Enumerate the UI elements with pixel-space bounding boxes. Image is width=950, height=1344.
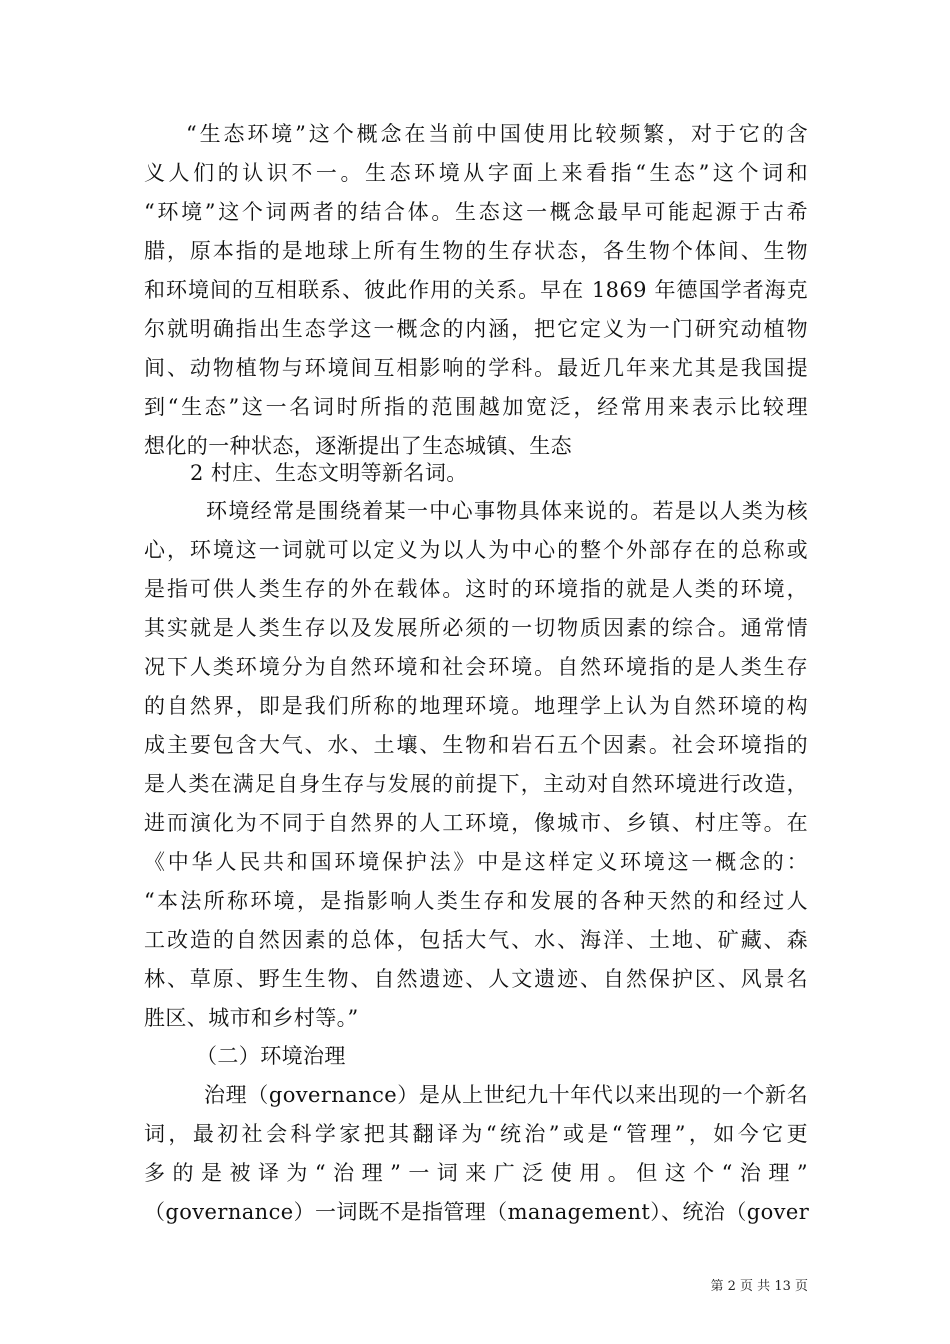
- paragraph-1-line-8: 到“生态”这一名词时所指的范围越加宽泛，经常用来表示比较理: [144, 395, 808, 419]
- paragraph-1-line-7: 间、动物植物与环境间互相影响的学科。最近几年来尤其是我国提: [144, 356, 808, 380]
- section-heading: （二）环境治理: [196, 1044, 346, 1068]
- paragraph-4-line-2: 词，最初社会科学家把其翻译为“统治”或是“管理”，如今它更: [144, 1122, 808, 1146]
- paragraph-1-line-5: 和环境间的互相联系、彼此作用的关系。早在 1869 年德国学者海克: [144, 278, 808, 302]
- paragraph-4-line-4: （governance）一词既不是指管理（management）、统治（gover: [144, 1200, 810, 1224]
- paragraph-3-line-13: 林、草原、野生生物、自然遗迹、人文遗迹、自然保护区、风景名: [144, 967, 808, 991]
- paragraph-3-line-10: 《中华人民共和国环境保护法》中是这样定义环境这一概念的：: [144, 850, 808, 874]
- paragraph-3-line-9: 进而演化为不同于自然界的人工环境，像城市、乡镇、村庄等。在: [144, 811, 808, 835]
- paragraph-2-line-1: 2 村庄、生态文明等新名词。: [190, 461, 468, 485]
- paragraph-1-line-1: “生态环境”这个概念在当前中国使用比较频繁，对于它的含: [186, 122, 808, 146]
- paragraph-3-line-8: 是人类在满足自身生存与发展的前提下，主动对自然环境进行改造，: [144, 772, 808, 796]
- paragraph-4-line-3: 多的是被译为“治理”一词来广泛使用。但这个“治理”: [144, 1161, 808, 1185]
- paragraph-1-line-6: 尔就明确指出生态学这一概念的内涵，把它定义为一门研究动植物: [144, 317, 808, 341]
- paragraph-3-line-12: 工改造的自然因素的总体，包括大气、水、海洋、土地、矿藏、森: [144, 928, 808, 952]
- paragraph-3-line-7: 成主要包含大气、水、土壤、生物和岩石五个因素。社会环境指的: [144, 733, 808, 757]
- paragraph-3-line-1: 环境经常是围绕着某一中心事物具体来说的。若是以人类为核: [206, 499, 808, 523]
- paragraph-3-line-3: 是指可供人类生存的外在载体。这时的环境指的就是人类的环境，: [144, 577, 808, 601]
- paragraph-1-line-2: 义人们的认识不一。生态环境从字面上来看指“生态”这个词和: [144, 161, 808, 185]
- paragraph-3-line-11: “本法所称环境，是指影响人类生存和发展的各种天然的和经过人: [144, 889, 808, 913]
- paragraph-1-line-9: 想化的一种状态，逐渐提出了生态城镇、生态: [144, 434, 572, 458]
- paragraph-3-line-2: 心，环境这一词就可以定义为以人为中心的整个外部存在的总称或: [144, 538, 808, 562]
- paragraph-1-line-3: “环境”这个词两者的结合体。生态这一概念最早可能起源于古希: [144, 200, 808, 224]
- paragraph-3-line-14: 胜区、城市和乡村等。”: [144, 1006, 359, 1030]
- page-number-footer: 第 2 页 共 13 页: [710, 1279, 808, 1294]
- paragraph-3-line-4: 其实就是人类生存以及发展所必须的一切物质因素的综合。通常情: [144, 616, 808, 640]
- paragraph-3-line-5: 况下人类环境分为自然环境和社会环境。自然环境指的是人类生存: [144, 655, 808, 679]
- paragraph-4-line-1: 治理（governance）是从上世纪九十年代以来出现的一个新名: [204, 1083, 808, 1107]
- paragraph-1-line-4: 腊，原本指的是地球上所有生物的生存状态，各生物个体间、生物: [144, 239, 808, 263]
- paragraph-3-line-6: 的自然界，即是我们所称的地理环境。地理学上认为自然环境的构: [144, 694, 808, 718]
